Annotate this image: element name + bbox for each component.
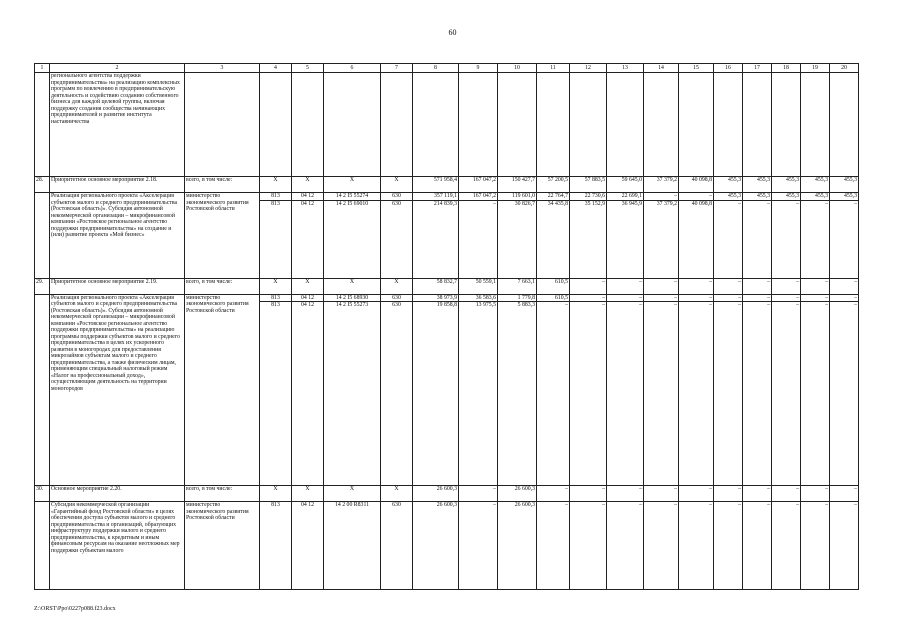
table-cell: X [260, 177, 292, 193]
table-cell: 26 600,3 [498, 502, 537, 590]
table-cell: – [743, 302, 772, 486]
table-cell: – [607, 502, 644, 590]
table-cell: 14 2 I5 55273 [324, 302, 381, 486]
table-row [35, 193, 859, 201]
column-header: 20 [830, 64, 859, 73]
table-cell: 1 779,8 [498, 294, 537, 302]
table-cell: – [644, 193, 679, 201]
table-cell: 610,5 [537, 278, 570, 294]
table-cell: – [743, 486, 772, 502]
table-row [35, 502, 859, 590]
row-number-empty [35, 294, 50, 486]
column-header: 19 [801, 64, 830, 73]
total-label: всего, в том числе: [185, 486, 260, 502]
table-cell: 04 12 [292, 302, 324, 486]
row-number: 30. [35, 486, 50, 502]
column-header: 3 [185, 64, 260, 73]
table-cell: 455,3 [830, 193, 859, 201]
table-cell: 36 583,6 [459, 294, 498, 302]
table-cell: X [381, 177, 413, 193]
table-cell: 167 047,2 [459, 177, 498, 193]
table-cell: – [679, 302, 714, 486]
table-cell: 455,3 [714, 177, 743, 193]
table-cell: 5 883,3 [498, 302, 537, 486]
table-cell: – [537, 502, 570, 590]
table-cell: – [743, 502, 772, 590]
total-label: всего, в том числе: [185, 177, 260, 193]
table-cell: – [743, 278, 772, 294]
table-cell: – [714, 502, 743, 590]
table-cell: 630 [381, 200, 413, 278]
table-cell: – [830, 502, 859, 590]
column-header: 9 [459, 64, 498, 73]
table-cell: 119 601,0 [498, 193, 537, 201]
table-cell: 58 832,7 [413, 278, 459, 294]
table-cell: 34 435,8 [537, 200, 570, 278]
table-cell: 14 2 00 R8311 [324, 502, 381, 590]
table-cell: 57 200,5 [537, 177, 570, 193]
table-cell: – [570, 302, 607, 486]
column-header: 18 [772, 64, 801, 73]
table-cell: 357 119,1 [413, 193, 459, 201]
executor: министерство экономического развития Ростовской области [185, 193, 260, 279]
table-cell: 38 973,9 [413, 294, 459, 302]
continuation-row [35, 73, 859, 177]
column-header: 4 [260, 64, 292, 73]
row-number-empty [35, 193, 50, 279]
table-cell: – [801, 294, 830, 302]
table-cell: 19 858,8 [413, 302, 459, 486]
table-cell: 813 [260, 502, 292, 590]
table-cell: 26 600,3 [413, 502, 459, 590]
row-number: 28. [35, 177, 50, 193]
table-cell: 14 2 I5 69010 [324, 200, 381, 278]
table-cell: – [570, 278, 607, 294]
table-cell: X [324, 486, 381, 502]
table-cell: – [644, 278, 679, 294]
executor: министерство экономического развития Ростовской области [185, 502, 260, 590]
measure-description: Субсидия некоммерческой организации «Гарантийный фонд Ростовской области» в целях обеспечения доступа субъектов малого и среднего предпринимательства и организаций, образующих инфраструктуру поддержки малого и среднего предпринимательства, к кредитным и иным финансовым ресурсам на оказание неотложных мер поддержки субъектам малого [50, 502, 185, 590]
table-cell: – [772, 502, 801, 590]
table-cell: – [830, 278, 859, 294]
table-cell: 40 098,8 [679, 177, 714, 193]
table-cell: 14 2 I5 68930 [324, 294, 381, 302]
table-cell: – [714, 302, 743, 486]
table-cell: – [830, 200, 859, 278]
table-cell: – [801, 278, 830, 294]
table-cell: – [801, 486, 830, 502]
file-path-footer: Z:\ORST\Ppo\0227p088.f23.docx [34, 606, 116, 612]
table-cell: 630 [381, 193, 413, 201]
table-cell: – [607, 486, 644, 502]
table-cell: 455,3 [772, 177, 801, 193]
table-cell: 571 958,4 [413, 177, 459, 193]
table-cell: 813 [260, 193, 292, 201]
table-cell: – [772, 294, 801, 302]
column-header: 17 [743, 64, 772, 73]
table-cell: – [772, 486, 801, 502]
table-cell: – [644, 502, 679, 590]
table-cell: X [260, 278, 292, 294]
column-header: 5 [292, 64, 324, 73]
table-cell: 455,3 [801, 177, 830, 193]
table-cell: X [292, 278, 324, 294]
table-cell: 26 600,3 [413, 486, 459, 502]
table-cell: 04 12 [292, 294, 324, 302]
table-cell: – [714, 486, 743, 502]
table-cell: 813 [260, 302, 292, 486]
table-cell: 50 559,1 [459, 278, 498, 294]
column-header: 12 [570, 64, 607, 73]
table-cell: – [801, 502, 830, 590]
table-cell: X [260, 486, 292, 502]
table-cell: 57 883,5 [570, 177, 607, 193]
table-cell: – [537, 302, 570, 486]
measure-title: Приоритетное основное мероприятие 2.19. [50, 278, 185, 294]
table-cell: – [459, 200, 498, 278]
table-cell: X [324, 278, 381, 294]
table-cell: 214 839,3 [413, 200, 459, 278]
total-label: всего, в том числе: [185, 278, 260, 294]
column-header: 13 [607, 64, 644, 73]
table-cell: 455,3 [743, 193, 772, 201]
table-cell: 37 379,2 [644, 200, 679, 278]
budget-table [34, 63, 859, 590]
table-cell: – [459, 486, 498, 502]
table-row [35, 177, 859, 193]
column-header: 1 [35, 64, 50, 73]
table-cell: 630 [381, 502, 413, 590]
table-cell: – [714, 200, 743, 278]
table-cell: – [679, 278, 714, 294]
table-cell: – [830, 486, 859, 502]
table-cell: – [830, 294, 859, 302]
table-cell: – [714, 278, 743, 294]
table-cell: – [570, 294, 607, 302]
table-cell: – [644, 486, 679, 502]
table-cell: – [679, 486, 714, 502]
table-cell: 36 945,9 [607, 200, 644, 278]
table-cell: – [644, 294, 679, 302]
column-header: 6 [324, 64, 381, 73]
table-cell: 04 12 [292, 200, 324, 278]
table-cell: 14 2 I5 55274 [324, 193, 381, 201]
executor: министерство экономического развития Ростовской области [185, 294, 260, 486]
continuation-text: регионального агентства поддержки предпринимательства» на реализацию комплексных программ по вовлечению в предпринимательскую деятельность и содействию созданию собственного бизнеса для каждой целевой группы, включая поддержку создания сообщества начинающих предпринимателей и развитие института наставничества [50, 73, 185, 177]
measure-description: Реализация регионального проекта «Акселерация субъектов малого и среднего предпринимательства (Ростовская область)». Субсидия автономной некоммерческой организации – микрофинансовой компании «Ростовское региональное агентство поддержки предпринимательства» на создание и (или) развитие проекта «Мой бизнес» [50, 193, 185, 279]
table-cell: 35 152,9 [570, 200, 607, 278]
table-cell: 813 [260, 294, 292, 302]
table-cell: – [830, 302, 859, 486]
table-cell: – [801, 200, 830, 278]
table-cell: 813 [260, 200, 292, 278]
table-row [35, 486, 859, 502]
table-cell: X [292, 486, 324, 502]
table-cell: 37 379,2 [644, 177, 679, 193]
table-cell: – [644, 302, 679, 486]
table-cell: – [607, 294, 644, 302]
table-cell: 13 975,5 [459, 302, 498, 486]
table-cell: 610,5 [537, 294, 570, 302]
table-cell: 455,3 [830, 177, 859, 193]
column-header: 14 [644, 64, 679, 73]
table-cell: – [772, 200, 801, 278]
header-row [35, 64, 859, 73]
table-cell: 26 600,3 [498, 486, 537, 502]
table-cell: – [743, 294, 772, 302]
row-number: 29. [35, 278, 50, 294]
table-cell: – [714, 294, 743, 302]
table-cell: – [570, 502, 607, 590]
table-cell: – [772, 278, 801, 294]
table-cell: 04 12 [292, 502, 324, 590]
table-cell: 167 047,2 [459, 193, 498, 201]
measure-title: Основное мероприятие 2.20. [50, 486, 185, 502]
table-cell: 630 [381, 294, 413, 302]
row-number-empty [35, 502, 50, 590]
table-cell: X [324, 177, 381, 193]
table-cell: X [381, 486, 413, 502]
table-cell: X [292, 177, 324, 193]
table-cell: 455,3 [743, 177, 772, 193]
column-header: 15 [679, 64, 714, 73]
table-cell: 630 [381, 302, 413, 486]
table-cell: 455,3 [772, 193, 801, 201]
measure-description: Реализация регионального проекта «Акселерация субъектов малого и среднего предпринимательства (Ростовская область)». Субсидия автономной некоммерческой организации – микрофинансовой компании «Ростовское региональное агентство поддержки предпринимательства» на реализацию программы поддержки субъектов малого и среднего предпринимательства в целях их ускоренного развития в моногородах для предоставления микрозаймов субъектам малого и среднего предпринимательства, а также физическим лицам, применяющим специальный налоговый режим «Налог на профессиональный доход», осуществляющим деятельность на территории моногородов [50, 294, 185, 486]
column-header: 10 [498, 64, 537, 73]
table-cell: – [679, 193, 714, 201]
table-cell: 22 730,6 [570, 193, 607, 201]
table-cell: 22 764,7 [537, 193, 570, 201]
table-cell: 455,3 [714, 193, 743, 201]
table-cell: – [570, 486, 607, 502]
table-cell: – [801, 302, 830, 486]
table-cell: 455,3 [801, 193, 830, 201]
column-header: 11 [537, 64, 570, 73]
table-cell: – [459, 502, 498, 590]
page-number: 60 [448, 28, 457, 37]
table-cell: 22 699,1 [607, 193, 644, 201]
table-cell: 04 12 [292, 193, 324, 201]
table-cell: 30 826,7 [498, 200, 537, 278]
table-cell: – [679, 294, 714, 302]
table-cell: 150 427,7 [498, 177, 537, 193]
table-cell: – [743, 200, 772, 278]
table-cell: 7 663,1 [498, 278, 537, 294]
column-header: 2 [50, 64, 185, 73]
table-cell: – [679, 502, 714, 590]
column-header: 16 [714, 64, 743, 73]
column-header: 7 [381, 64, 413, 73]
column-header: 8 [413, 64, 459, 73]
table-cell: – [537, 486, 570, 502]
table-cell: – [772, 302, 801, 486]
table-cell: 59 645,0 [607, 177, 644, 193]
table-cell: – [607, 302, 644, 486]
table-row [35, 294, 859, 302]
measure-title: Приоритетное основное мероприятие 2.18. [50, 177, 185, 193]
table-cell: – [607, 278, 644, 294]
table-cell: X [381, 278, 413, 294]
table-cell: 40 098,8 [679, 200, 714, 278]
table-row [35, 278, 859, 294]
